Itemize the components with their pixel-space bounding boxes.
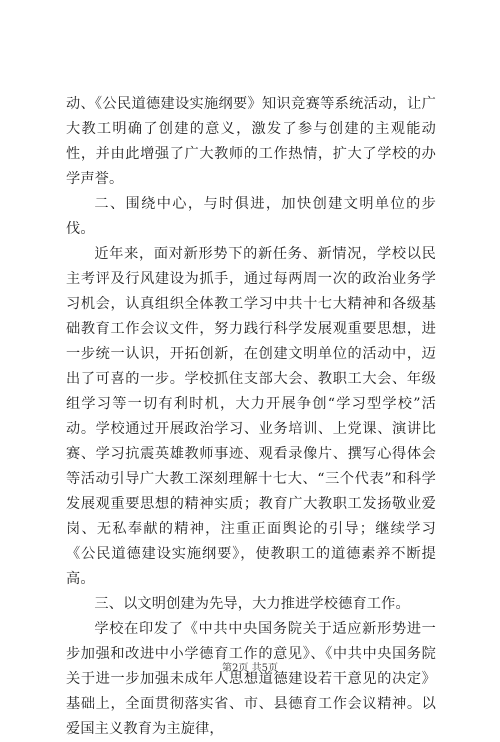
paragraph-4-heading: 三、以文明创建为先导，大力推进学校德育工作。: [94, 596, 410, 612]
document-body: [66, 92, 436, 742]
paragraph-3: 近年来，面对新形势下的新任务、新情况，学校以民主考评及行风建设为抓手，通过每两周一次的政治业务学习机会，认真组织全体教工学习中共十七大精神和各级基础教育工作会议文件，努力践行科学发展观重要思想，进一步统一认识，开拓创新，在创建文明单位的活动中，迈出了可喜的一步。学校抓住支部大会、教职工大会、年级组学习等一切有利时机，大力开展争创“学习型学校”活动。学校通过开展政治学习、业务培训、上党课、演讲比赛、学习抗震英雄教师事迹、观看录像片、撰写心得体会等活动引导广大教工深刻理解十七大、“三个代表”和科学发展观重要思想的精神实质；教育广大教职工发扬敬业爱岗、无私奉献的精神，注重正面舆论的引导；继续学习《公民道德建设实施纲要》，使教职工的道德素养不断提高。: [66, 246, 436, 587]
page-number-footer: 第2页 共5页: [222, 663, 278, 674]
paragraph-5: 学校在印发了《中共中央国务院关于适应新形势进一步加强和改进中小学德育工作的意见》、《中共中央国务院关于进一步加强未成年人思想道德建设若干意见的决定》基础上，全面贯彻落实省、市、县德育工作会议精神。以爱国主义教育为主旋律，: [66, 621, 436, 737]
paragraph-1: 动、《公民道德建设实施纲要》知识竞赛等系统活动，让广大教工明确了创建的意义，激发了参与创建的主观能动性，并由此增强了广大教师的工作热情，扩大了学校的办学声誉。: [66, 96, 436, 187]
paragraph-2-heading: 二、围绕中心，与时俱进，加快创建文明单位的步伐。: [66, 196, 436, 237]
